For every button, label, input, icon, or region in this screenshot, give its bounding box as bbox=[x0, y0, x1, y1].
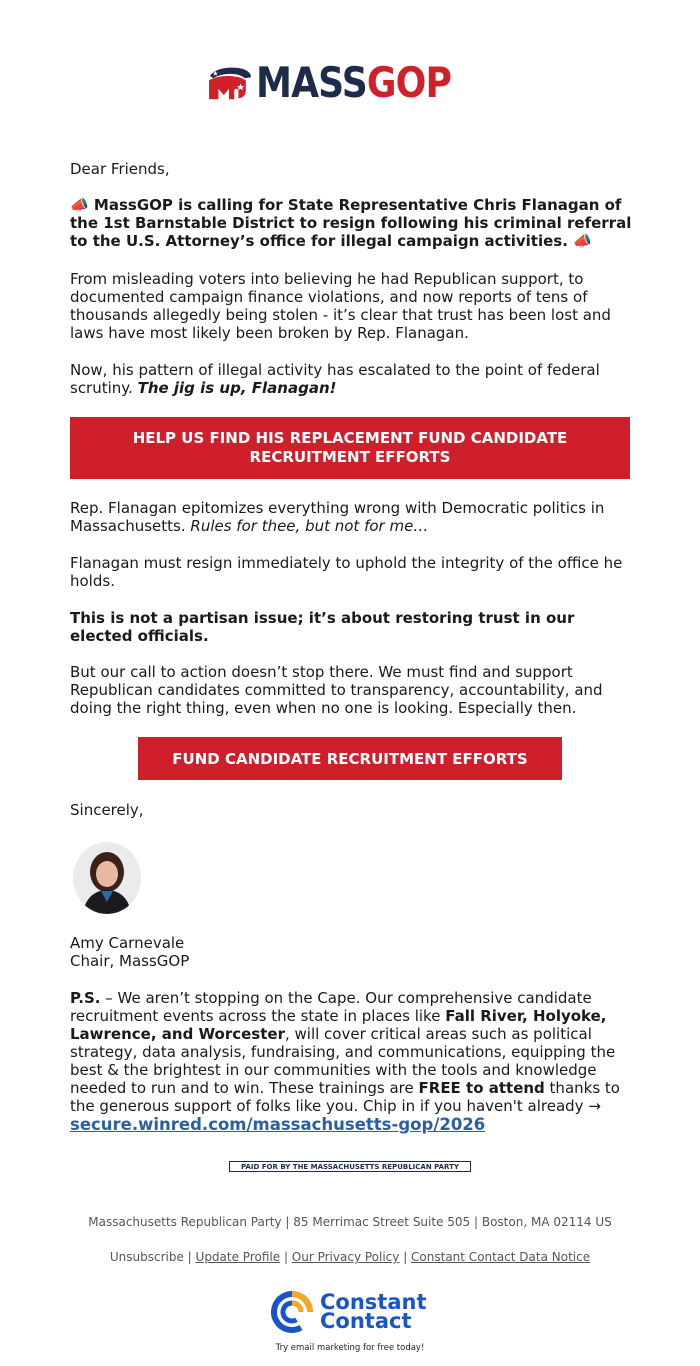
update-profile-link[interactable]: Update Profile bbox=[195, 1250, 281, 1264]
ps-places: Fall River, Holyoke, Lawrence, and Worcester bbox=[70, 1007, 607, 1043]
fund-recruitment-button[interactable]: FUND CANDIDATE RECRUITMENT EFFORTS bbox=[138, 737, 562, 780]
signer-title: Chair, MassGOP bbox=[70, 952, 190, 970]
paid-for-disclaimer: PAID FOR BY THE MASSACHUSETTS REPUBLICAN PARTY bbox=[229, 1161, 471, 1172]
paragraph-call-to-action: But our call to action doesn’t stop there. We must find and support Republican candidates committed to transparency, accountability, and doing the right thing, even when no one is looking. Especially then. bbox=[70, 663, 603, 717]
ps-text-1: – We aren’t stopping on the Cape. Our comprehensive candidate recruitment events across the state in places like bbox=[70, 989, 592, 1025]
constant-contact-line2: Contact bbox=[320, 1309, 412, 1333]
help-find-replacement-button[interactable]: HELP US FIND HIS REPLACEMENT FUND CANDIDATE RECRUITMENT EFFORTS bbox=[70, 417, 630, 479]
constant-contact-tagline[interactable]: Try email marketing for free today! bbox=[275, 1343, 425, 1353]
signoff: Sincerely, bbox=[70, 801, 144, 819]
footer-address: Massachusetts Republican Party | 85 Merrimac Street Suite 505 | Boston, MA 02114 US bbox=[88, 1215, 612, 1229]
avatar bbox=[73, 842, 141, 914]
logo-mass-text: MASS bbox=[256, 58, 367, 107]
avatar-portrait bbox=[73, 842, 141, 914]
paragraph-federal-scrutiny bbox=[70, 361, 632, 397]
paragraph-misleading-voters: From misleading voters into believing he had Republican support, to documented campaign finance violations, and now reports of tens of thousands allegedly being stolen - it’s clear that trust has been lost and laws have most likely been broken by Rep. Flanagan. bbox=[70, 270, 611, 342]
ps-label: P.S. bbox=[70, 989, 101, 1007]
headline bbox=[70, 196, 632, 250]
privacy-policy-link[interactable]: Our Privacy Policy bbox=[291, 1250, 400, 1264]
ps-text-2: , will cover critical areas such as political strategy, data analysis, fundraising, and communications, equipping the best & the brightest in our communities with the tools and knowledge needed to run and to win. These trainings are bbox=[70, 1025, 616, 1097]
logo-wordmark bbox=[256, 58, 452, 107]
footer-links bbox=[0, 1250, 700, 1264]
logo-gop-text: GOP bbox=[366, 58, 452, 107]
rules-for-thee-text: Rules for thee, but not for me… bbox=[190, 517, 429, 535]
megaphone-icon: 📣 bbox=[70, 196, 89, 214]
massgop-logo bbox=[208, 50, 483, 116]
paragraph-not-partisan: This is not a partisan issue; it’s about restoring trust in our elected officials. bbox=[70, 609, 575, 645]
paragraph-epitomizes-text: Rep. Flanagan epitomizes everything wrong with Democratic politics in Massachusetts. bbox=[70, 499, 605, 535]
constant-contact-logo[interactable] bbox=[270, 1287, 440, 1337]
footer-sep-1: | bbox=[183, 1250, 196, 1264]
ps-free: FREE to attend bbox=[418, 1079, 545, 1097]
ps-text-3: thanks to the generous support of folks like you. Chip in if you haven't already → bbox=[70, 1079, 620, 1115]
footer-sep-2: | bbox=[280, 1250, 292, 1264]
data-notice-link[interactable]: Constant Contact Data Notice bbox=[411, 1250, 591, 1264]
headline-text: MassGOP is calling for State Representative Chris Flanagan of the 1st Barnstable District to resign following his criminal referral to the U.S. Attorney’s office for illegal campaign activities. bbox=[70, 196, 632, 250]
winred-donation-link[interactable]: secure.winred.com/massachusetts-gop/2026 bbox=[70, 1115, 486, 1134]
elephant-icon bbox=[208, 50, 252, 116]
signer-name: Amy Carnevale bbox=[70, 934, 185, 952]
constant-contact-icon bbox=[270, 1290, 314, 1334]
jig-is-up-text: The jig is up, Flanagan! bbox=[137, 379, 337, 397]
paragraph-federal-scrutiny-text: Now, his pattern of illegal activity has escalated to the point of federal scrutiny. bbox=[70, 361, 600, 397]
postscript bbox=[70, 989, 632, 1115]
paragraph-must-resign: Flanagan must resign immediately to uphold the integrity of the office he holds. bbox=[70, 554, 623, 590]
constant-contact-line1: Constant bbox=[320, 1290, 427, 1314]
unsubscribe-link[interactable]: Unsubscribe bbox=[109, 1250, 184, 1264]
megaphone-icon-end: 📣 bbox=[573, 232, 592, 250]
constant-contact-wordmark bbox=[320, 1290, 427, 1333]
paragraph-epitomizes bbox=[70, 499, 632, 535]
greeting: Dear Friends, bbox=[70, 160, 170, 178]
footer-sep-3: | bbox=[399, 1250, 412, 1264]
